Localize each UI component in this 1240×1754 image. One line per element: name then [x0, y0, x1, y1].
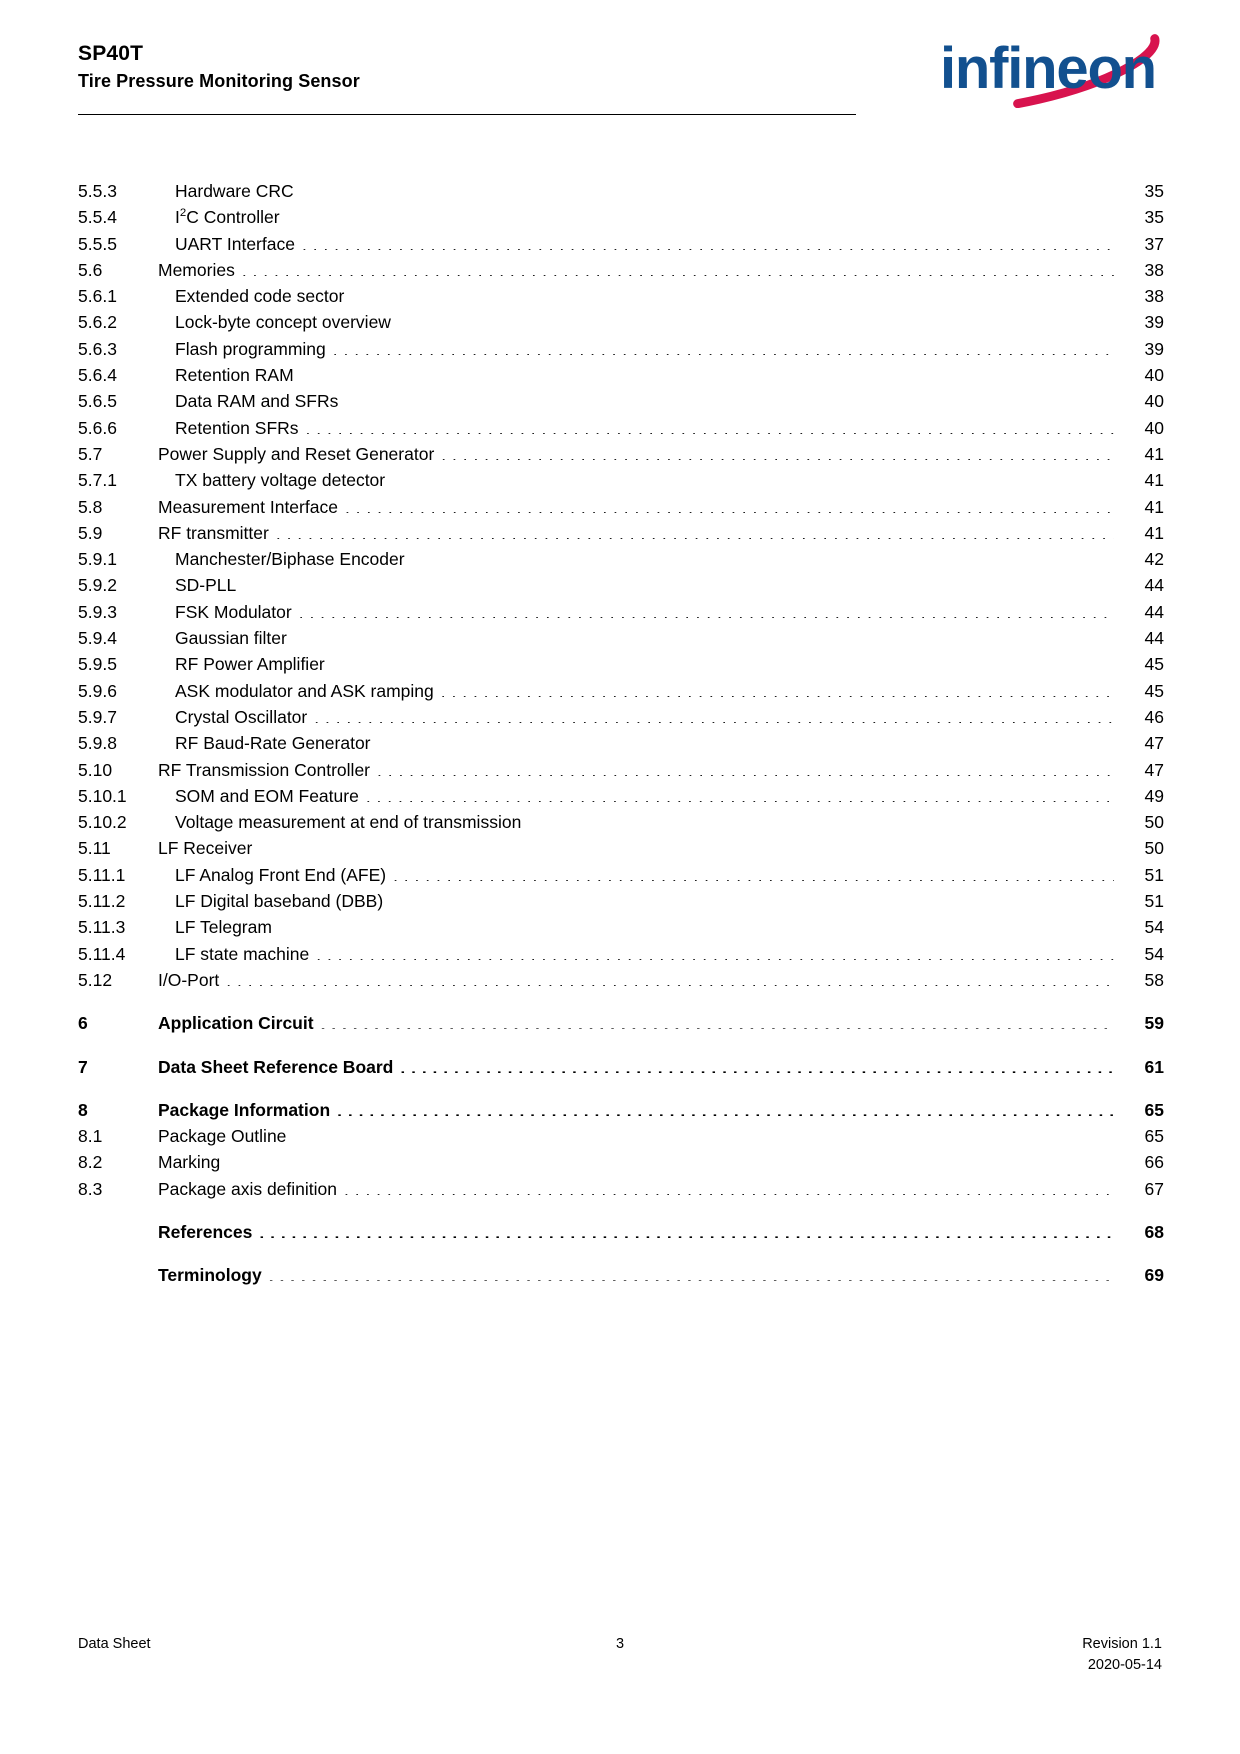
toc-entry-title: Data RAM and SFRs: [175, 391, 339, 412]
toc-entry-title: RF transmitter: [158, 522, 269, 543]
toc-entry-title: SD-PLL: [175, 575, 237, 596]
toc-entry-title: I/O-Port: [158, 969, 220, 990]
toc-entry-title: RF Power Amplifier: [175, 654, 325, 675]
toc-entry-number: 5.9.3: [78, 601, 117, 622]
toc-entry-number: 5.5.5: [78, 233, 117, 254]
infineon-logo-icon: [882, 26, 1182, 108]
toc-leader-dots: [377, 758, 1114, 776]
toc-leader-dots: [528, 811, 1114, 829]
toc-entry[interactable]: [78, 572, 1164, 598]
toc-entry-title: Package Information: [158, 1099, 331, 1120]
toc-leader-dots: [276, 521, 1114, 539]
toc-entry-title: Package Outline: [158, 1126, 287, 1147]
toc-entry[interactable]: [78, 336, 1164, 362]
toc-entry-title: TX battery voltage detector: [175, 470, 386, 491]
toc-entry[interactable]: [78, 651, 1164, 677]
toc-entry-page: 40: [1144, 365, 1164, 386]
toc-entry[interactable]: [78, 783, 1164, 809]
toc-leader-dots: [344, 1177, 1114, 1195]
toc-entry-title: LF Receiver: [158, 838, 253, 859]
toc-entry-title: LF state machine: [175, 943, 310, 964]
toc-entry[interactable]: [78, 231, 1164, 257]
toc-entry-page: 41: [1144, 522, 1164, 543]
toc-entry[interactable]: [78, 862, 1164, 888]
toc-entry-number: 5.6.4: [78, 365, 117, 386]
toc-leader-dots: [242, 258, 1114, 276]
toc-entry[interactable]: [78, 494, 1164, 520]
toc-entry[interactable]: [78, 888, 1164, 914]
toc-entry[interactable]: [78, 1123, 1164, 1149]
toc-entry[interactable]: [78, 809, 1164, 835]
toc-entry-page: 44: [1144, 601, 1164, 622]
toc-entry-number: 5.10.1: [78, 785, 127, 806]
toc-leader-dots: [345, 390, 1114, 408]
toc-entry-number: 8: [78, 1099, 88, 1120]
toc-leader-dots: [316, 942, 1114, 960]
toc-entry-title: Voltage measurement at end of transmission: [175, 812, 522, 833]
toc-entry-page: 40: [1144, 417, 1164, 438]
toc-leader-dots: [400, 1055, 1114, 1073]
toc-entry-page: 37: [1144, 233, 1164, 254]
toc-entry-page: 54: [1144, 917, 1164, 938]
toc-leader-dots: [294, 627, 1114, 645]
toc-entry-title: Flash programming: [175, 338, 326, 359]
toc-entry-page: 59: [1144, 1013, 1164, 1034]
toc-entry-page: 69: [1144, 1265, 1164, 1286]
toc-entry-number: 5.6: [78, 259, 103, 280]
toc-entry-title: $I^2C$ Controller: [175, 207, 280, 228]
toc-entry-number: 5.6.2: [78, 312, 117, 333]
toc-entry[interactable]: [78, 1262, 1164, 1288]
toc-leader-dots: [259, 1220, 1114, 1238]
toc-entry[interactable]: [78, 441, 1164, 467]
toc-entry[interactable]: [78, 1149, 1164, 1175]
toc-entry-number: 5.10: [78, 759, 113, 780]
toc-leader-dots: [412, 548, 1114, 566]
toc-entry-page: 41: [1144, 443, 1164, 464]
toc-entry-number: 5.9.2: [78, 575, 117, 596]
toc-entry-title: LF Telegram: [175, 917, 272, 938]
toc-entry[interactable]: [78, 520, 1164, 546]
toc-entry-number: 5.6.3: [78, 338, 117, 359]
toc-entry-number: 5.11.2: [78, 891, 126, 912]
toc-leader-dots: [398, 311, 1114, 329]
toc-leader-dots: [314, 705, 1114, 723]
toc-entry-title: Retention SFRs: [175, 417, 299, 438]
toc-leader-dots: [366, 784, 1114, 802]
toc-leader-dots: [441, 679, 1114, 697]
toc-leader-dots: [301, 364, 1114, 382]
toc-entry[interactable]: [78, 178, 1164, 204]
toc-entry[interactable]: [78, 257, 1164, 283]
toc-entry-title: ASK modulator and ASK ramping: [175, 680, 434, 701]
toc-entry-number: 5.9: [78, 522, 103, 543]
toc-leader-dots: [351, 285, 1114, 303]
toc-leader-dots: [333, 337, 1114, 355]
toc-entry[interactable]: [78, 546, 1164, 572]
toc-entry-title: Hardware CRC: [175, 181, 294, 201]
toc-entry-number: 5.9.4: [78, 628, 117, 649]
toc-entry-title: LF Analog Front End (AFE): [175, 864, 387, 885]
toc-entry-page: 35: [1144, 181, 1164, 201]
footer-date: 2020-05-14: [1087, 1657, 1162, 1673]
toc-entry-page: 50: [1144, 838, 1164, 859]
toc-entry-title: Lock-byte concept overview: [175, 312, 391, 333]
toc-entry-page: 65: [1144, 1126, 1164, 1147]
toc-entry-title: Application Circuit: [158, 1013, 314, 1034]
toc-entry[interactable]: [78, 309, 1164, 335]
toc-entry-page: 44: [1144, 628, 1164, 649]
footer-revision-block: [804, 1634, 1162, 1676]
toc-entry-title: Retention RAM: [175, 365, 294, 386]
toc-entry[interactable]: [78, 362, 1164, 388]
toc-entry-number: 7: [78, 1056, 88, 1077]
toc-entry[interactable]: [78, 941, 1164, 967]
toc-entry-number: 5.5.3: [78, 181, 117, 201]
toc-entry-page: 38: [1144, 259, 1164, 280]
toc-entry-number: 5.12: [78, 969, 113, 990]
toc-entry-title: Data Sheet Reference Board: [158, 1056, 394, 1077]
footer-revision: Revision 1.1: [1082, 1636, 1162, 1652]
toc-leader-dots: [299, 600, 1114, 618]
toc-entry-page: 41: [1144, 470, 1164, 491]
toc-entry-number: 5.6.5: [78, 391, 117, 412]
toc-entry-title: FSK Modulator: [175, 601, 292, 622]
toc-entry[interactable]: [78, 1010, 1164, 1036]
toc-entry-page: 41: [1144, 496, 1164, 517]
toc-leader-dots: [378, 732, 1114, 750]
toc-entry-number: 5.9.5: [78, 654, 117, 675]
toc-entry-title: Memories: [158, 259, 235, 280]
toc-leader-dots: [321, 1012, 1114, 1030]
table-of-contents: [78, 178, 1164, 1289]
toc-entry-page: 35: [1144, 207, 1164, 228]
toc-entry-number: 5.6.1: [78, 286, 117, 307]
toc-leader-dots: [332, 653, 1114, 671]
toc-entry-title: References: [158, 1221, 253, 1242]
toc-entry-number: 5.7.1: [78, 470, 117, 491]
toc-entry-page: 54: [1144, 943, 1164, 964]
toc-entry-number: 5.9.1: [78, 549, 117, 570]
toc-entry-page: 40: [1144, 391, 1164, 412]
toc-entry[interactable]: [78, 835, 1164, 861]
toc-entry-number: 5.8: [78, 496, 103, 517]
header-titles: [78, 40, 360, 94]
toc-entry-title: Terminology: [158, 1265, 262, 1286]
toc-entry-page: 50: [1144, 812, 1164, 833]
toc-entry[interactable]: [78, 704, 1164, 730]
toc-entry-title: Gaussian filter: [175, 628, 287, 649]
svg-text:infineon: infineon: [940, 36, 1156, 101]
toc-leader-dots: [227, 1151, 1114, 1169]
toc-entry-number: 5.7: [78, 443, 103, 464]
document-id: SP40T: [78, 42, 144, 65]
toc-entry[interactable]: [78, 757, 1164, 783]
toc-entry-title: UART Interface: [175, 233, 295, 254]
toc-entry-number: 5.11.1: [78, 864, 126, 885]
toc-entry-number: 8.1: [78, 1126, 103, 1147]
toc-entry[interactable]: [78, 415, 1164, 441]
toc-entry-page: 61: [1144, 1056, 1164, 1077]
toc-entry-page: 47: [1144, 733, 1164, 754]
toc-leader-dots: [226, 968, 1114, 986]
toc-entry-number: 5.11.4: [78, 943, 126, 964]
toc-entry[interactable]: [78, 678, 1164, 704]
header-divider: [78, 114, 856, 115]
toc-entry-title: Crystal Oscillator: [175, 706, 308, 727]
toc-entry[interactable]: [78, 283, 1164, 309]
toc-entry-page: 44: [1144, 575, 1164, 596]
toc-entry-number: 5.11.3: [78, 917, 126, 938]
toc-entry[interactable]: [78, 730, 1164, 756]
toc-leader-dots: [279, 916, 1114, 934]
infineon-logo: [882, 26, 1182, 108]
toc-entry-page: 45: [1144, 654, 1164, 675]
toc-entry-title: Package axis definition: [158, 1178, 337, 1199]
toc-entry-number: 5.9.6: [78, 680, 117, 701]
toc-entry-title: LF Digital baseband (DBB): [175, 891, 384, 912]
toc-entry-number: 5.11: [78, 838, 111, 859]
footer-document-type: Data Sheet: [78, 1636, 151, 1652]
toc-entry-number: 5.10.2: [78, 812, 127, 833]
toc-entry-page: 67: [1144, 1178, 1164, 1199]
toc-leader-dots: [306, 416, 1114, 434]
toc-entry[interactable]: [78, 388, 1164, 414]
document-subtitle: Tire Pressure Monitoring Sensor: [78, 71, 360, 91]
page-footer: [78, 1634, 1162, 1676]
toc-entry[interactable]: [78, 204, 1164, 230]
toc-leader-dots: [345, 495, 1114, 513]
toc-entry-title: RF Baud-Rate Generator: [175, 733, 371, 754]
toc-leader-dots: [302, 232, 1114, 250]
toc-entry-page: 38: [1144, 286, 1164, 307]
toc-entry[interactable]: [78, 599, 1164, 625]
toc-leader-dots: [243, 574, 1114, 592]
toc-entry-page: 49: [1144, 785, 1164, 806]
toc-leader-dots: [259, 837, 1114, 855]
toc-entry-page: 51: [1144, 864, 1164, 885]
toc-entry-page: 45: [1144, 680, 1164, 701]
toc-entry-page: 66: [1144, 1152, 1164, 1173]
toc-entry-title: RF Transmission Controller: [158, 759, 370, 780]
toc-leader-dots: [337, 1098, 1114, 1116]
toc-leader-dots: [287, 206, 1114, 224]
toc-entry-number: 8.2: [78, 1152, 103, 1173]
toc-entry-number: 5.5.4: [78, 207, 117, 228]
toc-entry-page: 47: [1144, 759, 1164, 780]
toc-entry-page: 39: [1144, 338, 1164, 359]
toc-leader-dots: [293, 1125, 1114, 1143]
toc-entry[interactable]: [78, 1219, 1164, 1245]
toc-entry-number: 6: [78, 1013, 88, 1034]
toc-entry-page: 58: [1144, 969, 1164, 990]
toc-leader-dots: [269, 1264, 1114, 1282]
toc-entry[interactable]: [78, 967, 1164, 993]
toc-entry-title: Extended code sector: [175, 286, 345, 307]
toc-entry-number: 5.9.7: [78, 706, 117, 727]
toc-entry-page: 39: [1144, 312, 1164, 333]
toc-entry[interactable]: [78, 1176, 1164, 1202]
toc-entry-title: SOM and EOM Feature: [175, 785, 359, 806]
toc-leader-dots: [393, 863, 1114, 881]
toc-entry-page: 68: [1144, 1221, 1164, 1242]
footer-page-number: 3: [615, 1636, 625, 1652]
toc-entry[interactable]: [78, 914, 1164, 940]
toc-entry[interactable]: [78, 1054, 1164, 1080]
toc-entry-title: Power Supply and Reset Generator: [158, 443, 435, 464]
toc-entry-number: 5.9.8: [78, 733, 117, 754]
toc-entry-number: 8.3: [78, 1178, 103, 1199]
toc-leader-dots: [441, 442, 1114, 460]
toc-entry-page: 46: [1144, 706, 1164, 727]
toc-entry-page: 51: [1144, 891, 1164, 912]
toc-entry-page: 42: [1144, 549, 1164, 570]
toc-entry-title: Manchester/Biphase Encoder: [175, 549, 405, 570]
toc-entry-number: 5.6.6: [78, 417, 117, 438]
toc-leader-dots: [301, 180, 1114, 198]
toc-entry-title: Measurement Interface: [158, 496, 338, 517]
page-header: [0, 0, 1240, 130]
toc-entry[interactable]: [78, 467, 1164, 493]
toc-entry[interactable]: [78, 625, 1164, 651]
toc-leader-dots: [390, 890, 1114, 908]
toc-entry-title: Marking: [158, 1152, 221, 1173]
toc-leader-dots: [392, 469, 1114, 487]
toc-entry[interactable]: [78, 1097, 1164, 1123]
toc-entry-page: 65: [1144, 1099, 1164, 1120]
